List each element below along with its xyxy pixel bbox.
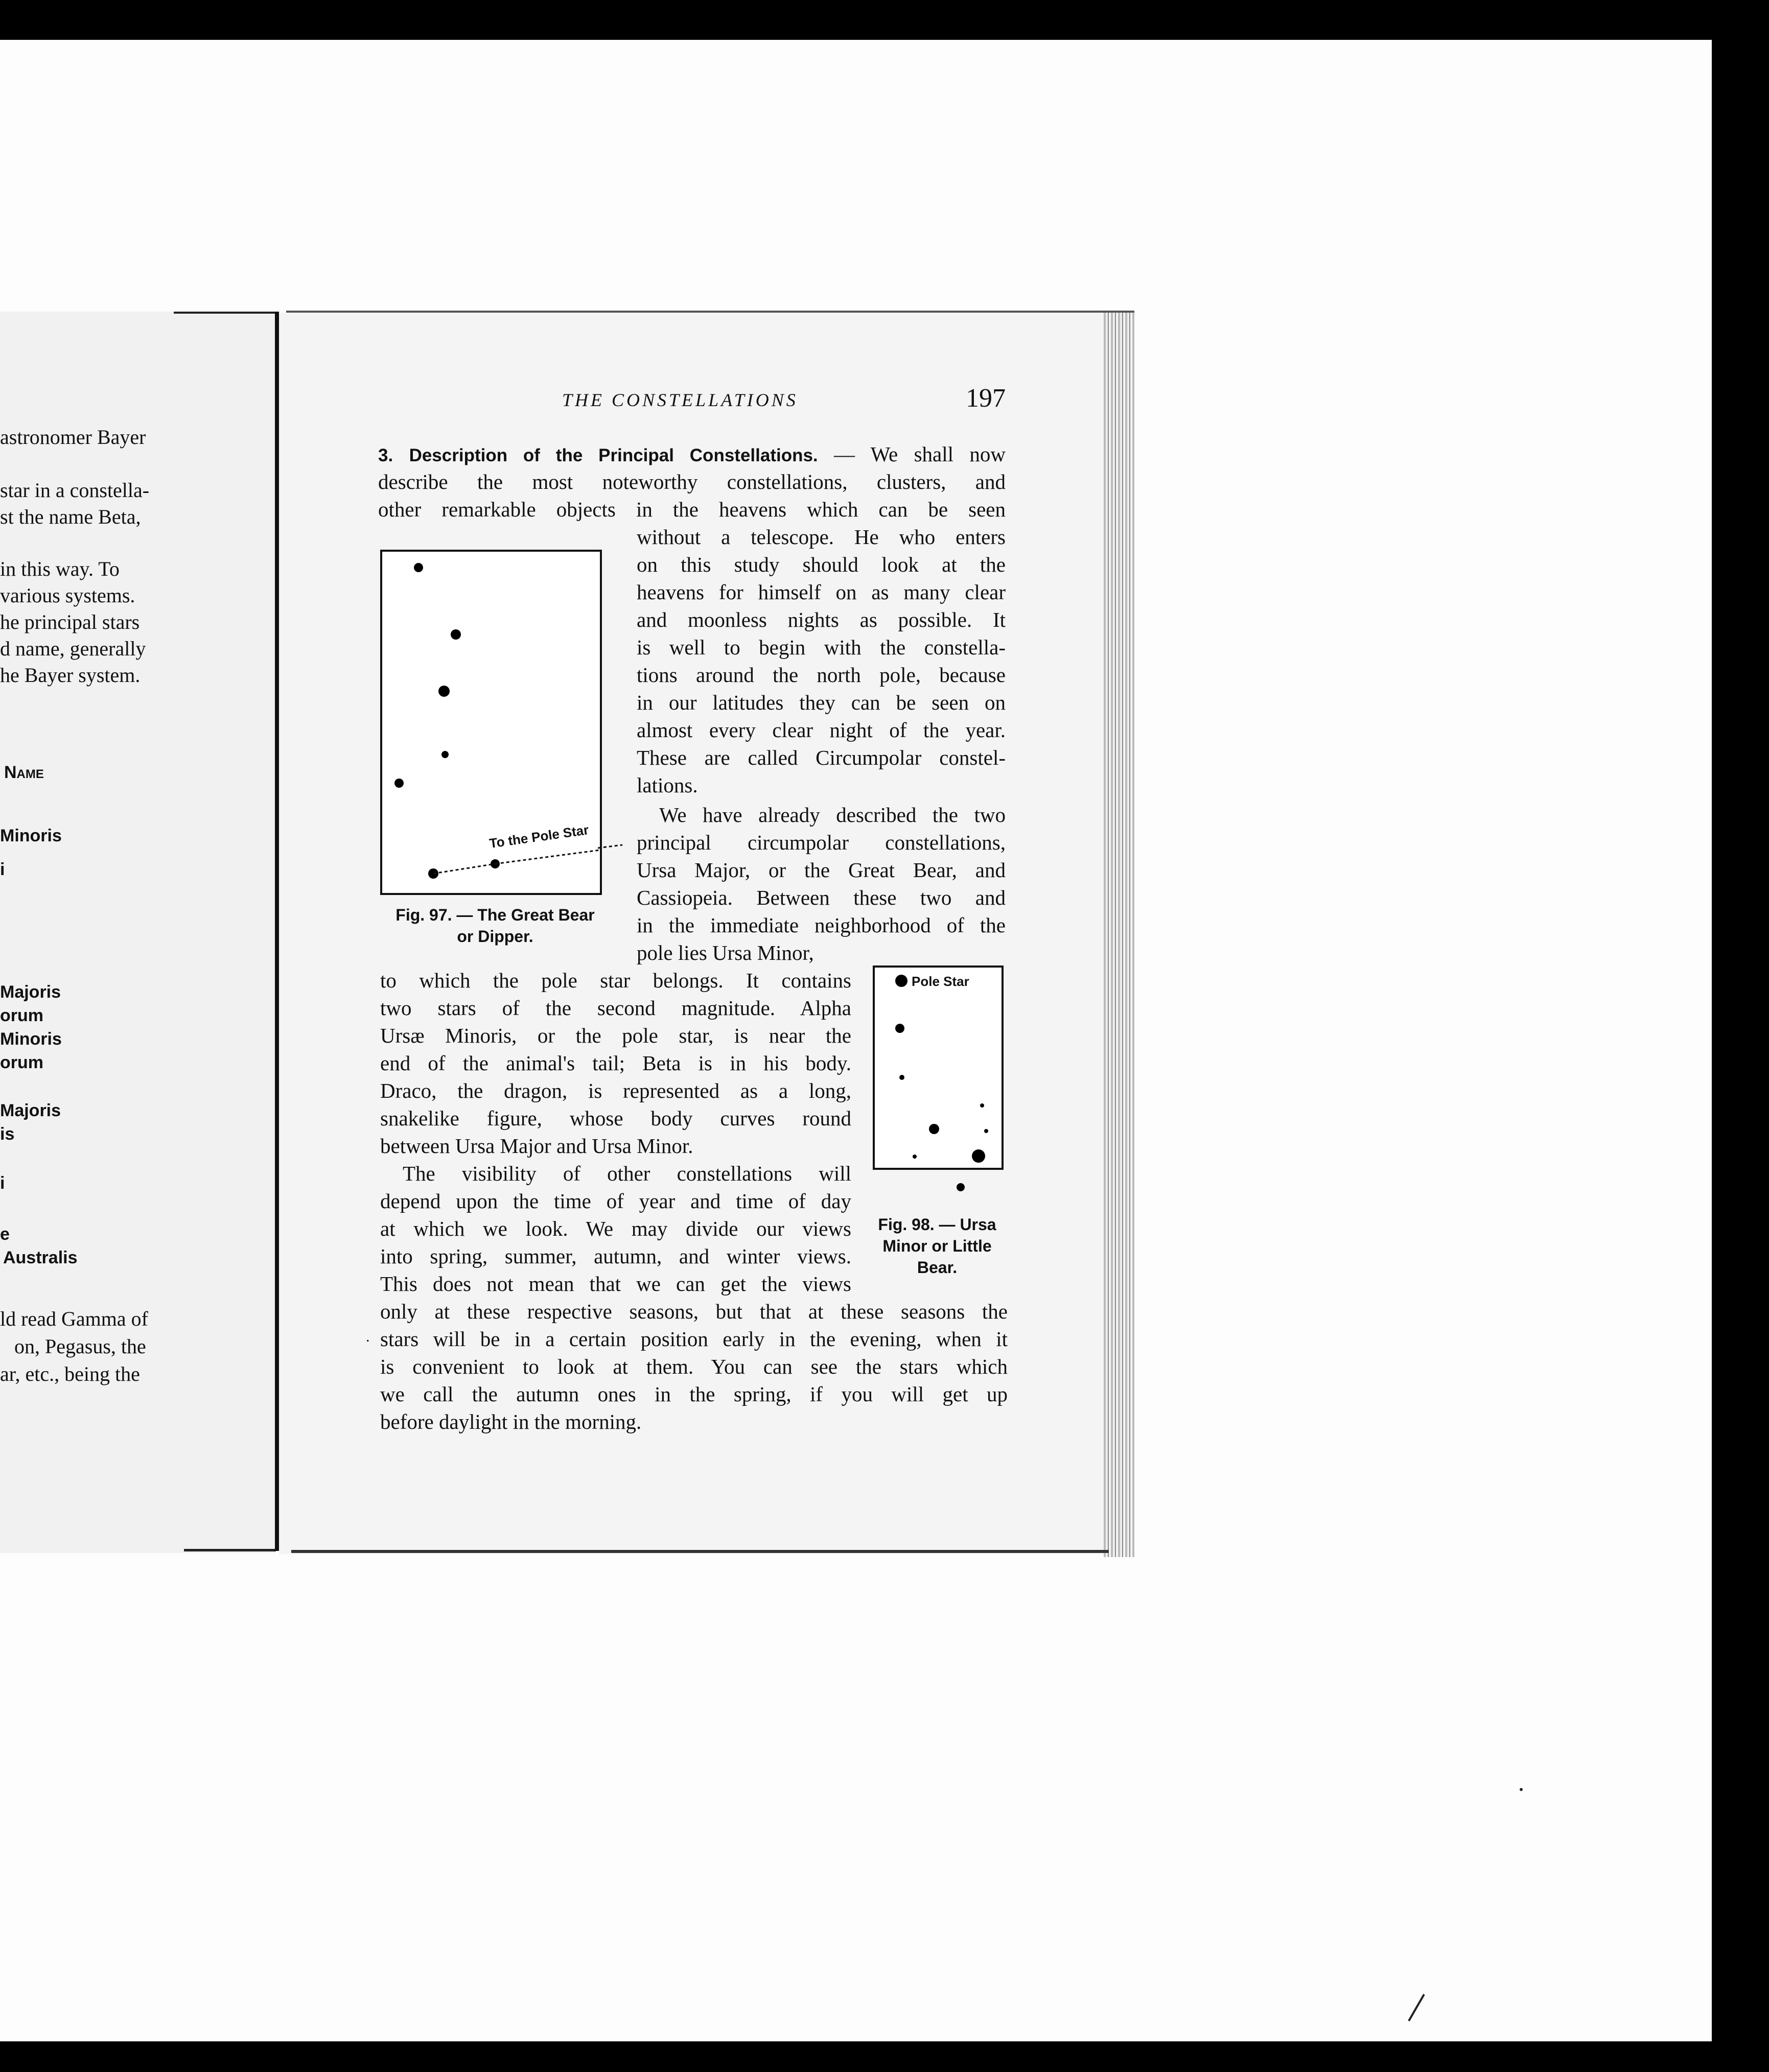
left-table-cell: i — [0, 1173, 5, 1193]
caption-line: Fig. 97. — The Great Bear — [395, 906, 595, 924]
star — [929, 1124, 939, 1134]
text-line: we call the autumn ones in the spring, if you will get up — [380, 1382, 1008, 1406]
text-line: lations. — [637, 773, 698, 797]
section-number: 3. — [378, 445, 393, 465]
left-line: on, Pegasus, the — [14, 1335, 146, 1358]
text-line: The visibility of other constellations will — [403, 1162, 851, 1185]
figure-97-caption — [376, 904, 614, 947]
caption-line: Bear. — [917, 1258, 958, 1277]
left-line: ld read Gamma of — [0, 1307, 148, 1330]
right-page-bottom-rule — [291, 1550, 1109, 1553]
text-line: and moonless nights as possible. It — [637, 608, 1006, 631]
caption-line: Fig. 98. — Ursa — [878, 1215, 996, 1234]
text-line: — We shall now — [834, 442, 1006, 466]
caption-line: or Dipper. — [457, 927, 533, 946]
star — [980, 1103, 984, 1108]
star — [972, 1149, 985, 1163]
left-line: star in a constella- — [0, 479, 150, 502]
left-table-cell: i — [0, 860, 5, 879]
text-line: is well to begin with the constella- — [637, 635, 1006, 659]
star — [984, 1129, 988, 1133]
left-line: he Bayer system. — [0, 664, 141, 687]
text-line: before daylight in the morning. — [380, 1410, 642, 1433]
section-heading-line — [378, 440, 1006, 469]
book-gutter — [275, 312, 279, 1551]
pole-star-label: Pole Star — [912, 974, 969, 989]
left-page-top-rule — [174, 312, 276, 314]
text-line: into spring, summer, autumn, and winter views. — [380, 1244, 851, 1268]
text-line: Ursæ Minoris, or the pole star, is near the — [380, 1024, 851, 1047]
text-line: on this study should look at the — [637, 553, 1006, 576]
figure-98-box — [873, 966, 1004, 1170]
text-line: pole lies Ursa Minor, — [637, 941, 814, 964]
right-page-top-rule — [286, 311, 1134, 313]
section-title: Description of the Principal Constellations. — [409, 445, 818, 465]
text-line: Draco, the dragon, is represented as a long, — [380, 1079, 851, 1102]
left-table-cell: Minoris — [0, 826, 62, 845]
text-line: at which we look. We may divide our views — [380, 1217, 851, 1240]
text-line: without a telescope. He who enters — [637, 525, 1006, 549]
text-line: heavens for himself on as many clear — [637, 580, 1006, 604]
left-table-cell: e — [0, 1225, 10, 1244]
left-line: st the name Beta, — [0, 505, 141, 528]
text-line: depend upon the time of year and time of day — [380, 1189, 851, 1213]
figure-98-caption — [860, 1214, 1014, 1278]
text-line: in our latitudes they can be seen on — [637, 691, 1006, 714]
text-line: snakelike figure, whose body curves round — [380, 1106, 851, 1130]
text-line: between Ursa Major and Ursa Minor. — [380, 1134, 693, 1158]
left-line: in this way. To — [0, 557, 120, 580]
text-line: almost every clear night of the year. — [637, 718, 1006, 742]
left-table-cell: Majoris — [0, 982, 61, 1002]
left-line: various systems. — [0, 584, 135, 607]
left-line: astronomer Bayer — [0, 426, 146, 449]
text-line: These are called Circumpolar constel- — [637, 746, 1006, 769]
left-line: ar, etc., being the — [0, 1362, 140, 1385]
text-line: is convenient to look at them. You can see the stars which — [380, 1355, 1008, 1378]
pole-star — [895, 975, 907, 987]
page-edge — [1104, 313, 1134, 1557]
text-line: only at these respective seasons, but that at these seasons the — [380, 1300, 1008, 1323]
star — [895, 1024, 904, 1033]
running-head: THE CONSTELLATIONS — [562, 390, 798, 410]
text-line: in the immediate neighborhood of the — [637, 913, 1006, 937]
text-line: describe the most noteworthy constellations, clusters, and — [378, 470, 1006, 493]
left-table-header: Name — [4, 763, 44, 782]
left-table-cell: orum — [0, 1006, 43, 1025]
star — [957, 1183, 965, 1191]
star — [899, 1075, 904, 1080]
text-line: Ursa Major, or the Great Bear, and — [637, 858, 1006, 882]
page-number: 197 — [966, 384, 1006, 413]
left-page-bottom-rule — [184, 1549, 276, 1551]
left-table-cell: orum — [0, 1053, 43, 1072]
text-line: Cassiopeia. Between these two and — [637, 886, 1006, 909]
left-line: he principal stars — [0, 610, 140, 633]
left-table-cell: Australis — [3, 1248, 78, 1267]
text-line: to which the pole star belongs. It contains — [380, 969, 851, 992]
star — [913, 1155, 917, 1159]
left-page — [0, 312, 276, 1553]
text-line: two stars of the second magnitude. Alpha — [380, 996, 851, 1020]
text-line: other remarkable objects in the heavens which can be seen — [378, 498, 1006, 521]
pointer-label: To the Pole Star — [488, 822, 590, 852]
text-line: stars will be in a certain position early in the evening, when it — [380, 1327, 1008, 1351]
text-line: end of the animal's tail; Beta is in his body. — [380, 1051, 851, 1075]
figure-97-box — [380, 550, 602, 895]
text-line: principal circumpolar constellations, — [637, 831, 1006, 854]
text-line: This does not mean that we can get the views — [380, 1272, 851, 1296]
left-table-cell: is — [0, 1124, 15, 1144]
left-line: d name, generally — [0, 637, 146, 660]
pointer-line-extension — [598, 838, 623, 858]
text-line: tions around the north pole, because — [637, 663, 1006, 687]
scan-speck — [1520, 1788, 1523, 1791]
left-table-cell: Majoris — [0, 1101, 61, 1120]
left-table-cell: Minoris — [0, 1029, 62, 1049]
text-line: We have already described the two — [659, 803, 1006, 827]
caption-line: Minor or Little — [882, 1237, 992, 1255]
stray-mark: . — [366, 1328, 370, 1345]
